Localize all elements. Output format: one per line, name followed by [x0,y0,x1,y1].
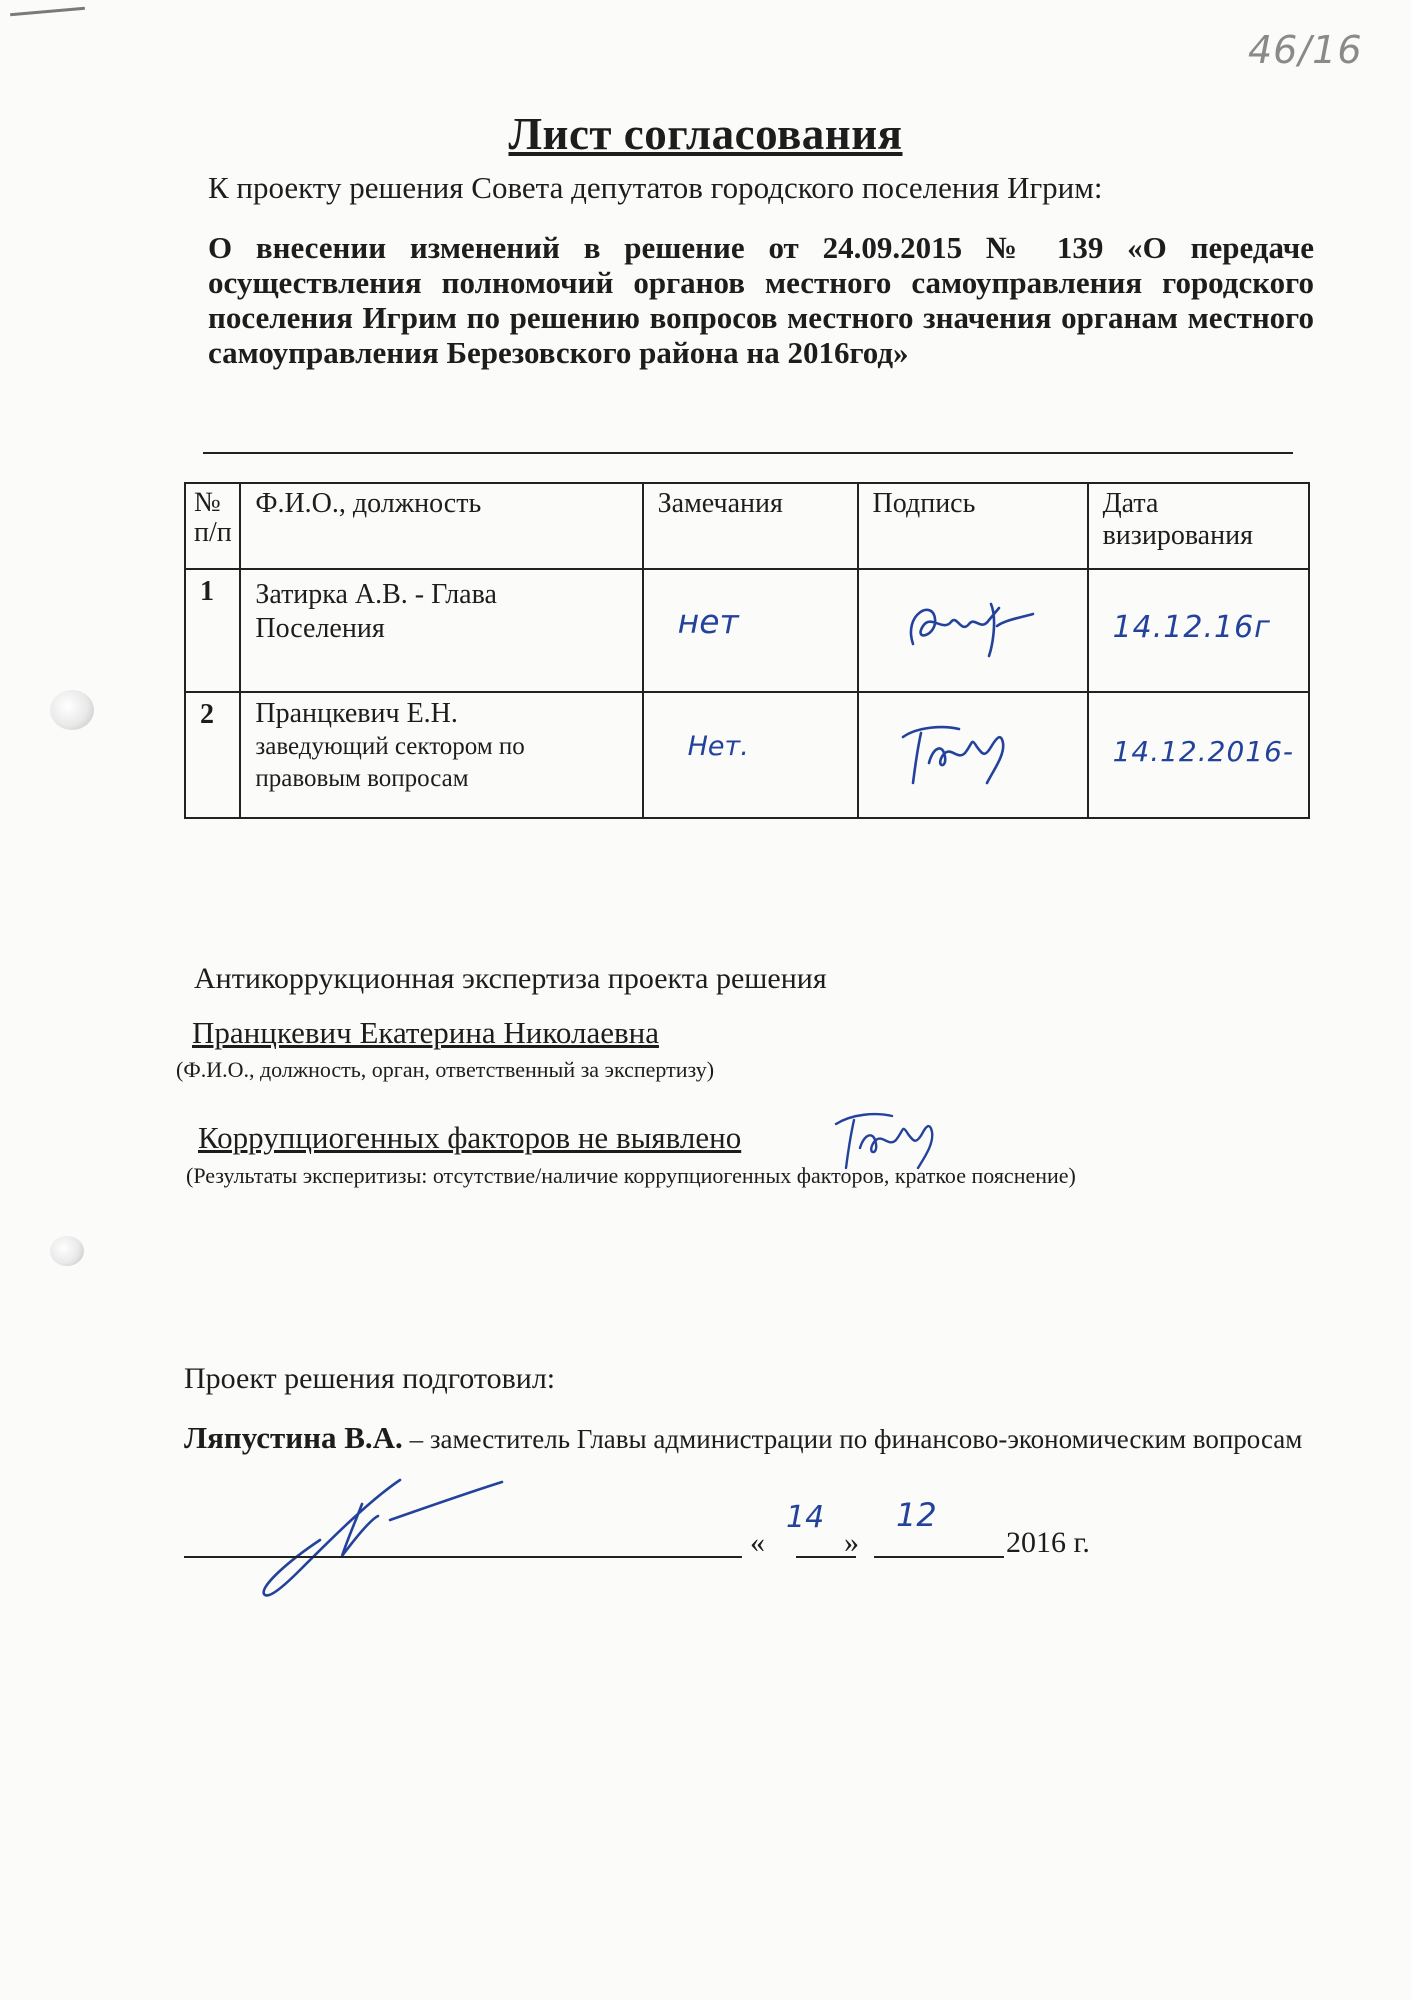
result-caption: (Результаты эксперитизы: отсутствие/наличие коррупциогенных факторов, краткое пояснение) [186,1163,1076,1188]
document-subtitle: К проекту решения Совета депутатов городского поселения Игрим: [208,170,1103,205]
expert-caption: (Ф.И.О., должность, орган, ответственный за экспертизу) [176,1057,715,1082]
page-number: 46/16 [1248,28,1363,72]
year-label: 2016 г. [1006,1526,1090,1559]
handwritten-month: 12 [896,1496,937,1534]
expertise-title: Антикоррукционная экспертиза проекта решения [194,962,827,995]
signature-image [873,697,1073,797]
decision-title: О внесении изменений в решение от 24.09.2015 № 139 «О передаче осуществления полномочий органов местного самоуправления городского поселения Игрим по решению вопросов местного значения органам местного самоуправления Березовского района на 2016год» [208,230,1314,370]
row-num: 1 [185,569,240,692]
row-date-cell [1088,692,1309,818]
row-remarks-cell [643,692,858,818]
row-name-cell [240,692,642,818]
signature-date-line [184,1496,1184,1570]
handwritten-remark: Нет. [687,731,749,762]
expertise-result: Коррупциогенных факторов не выявлено [198,1120,742,1155]
document-title: Лист согласования [508,109,903,159]
handwritten-date: 14.12.2016- [1112,735,1294,768]
approval-table [184,482,1310,819]
preparer-name: Ляпустина В.А. [184,1420,403,1455]
row-name: Затирка А.В. - Глава Поселения [255,579,497,644]
row-signature-cell [858,569,1088,692]
header-name: Ф.И.О., должность [240,483,642,569]
signature-line [184,1556,742,1558]
month-line [874,1556,1004,1558]
row-name-cell [240,569,642,692]
row-name: Пранцкевич Е.Н. [255,698,458,729]
header-signature: Подпись [858,483,1088,569]
handwritten-remark: нет [677,602,739,641]
header-remarks: Замечания [643,483,858,569]
row-remarks-cell [643,569,858,692]
header-num: № п/п [185,483,240,569]
preparer-position: – заместитель Главы администрации по финансово-экономическим вопросам [402,1424,1303,1454]
handwritten-date: 14.12.16г [1112,610,1271,645]
table-header-row [185,483,1309,569]
row-position: заведующий сектором по правовым вопросам [255,733,525,792]
row-signature-cell [858,692,1088,818]
handwritten-day: 14 [786,1500,825,1535]
quote-open: « [750,1526,765,1559]
punch-hole [50,690,94,730]
table-row [185,569,1309,692]
header-date: Дата визирования [1088,483,1309,569]
signature-image [873,574,1073,674]
scan-mark [10,7,85,17]
prepared-title: Проект решения подготовил: [184,1362,556,1395]
divider [203,452,1293,454]
row-date-cell [1088,569,1309,692]
preparer [184,1420,1314,1457]
row-num: 2 [185,692,240,818]
expert-name: Пранцкевич Екатерина Николаевна [192,1015,659,1050]
quote-close: » [844,1526,859,1559]
expert-signature-image [826,1094,946,1179]
punch-hole [50,1236,84,1266]
table-row [185,692,1309,818]
